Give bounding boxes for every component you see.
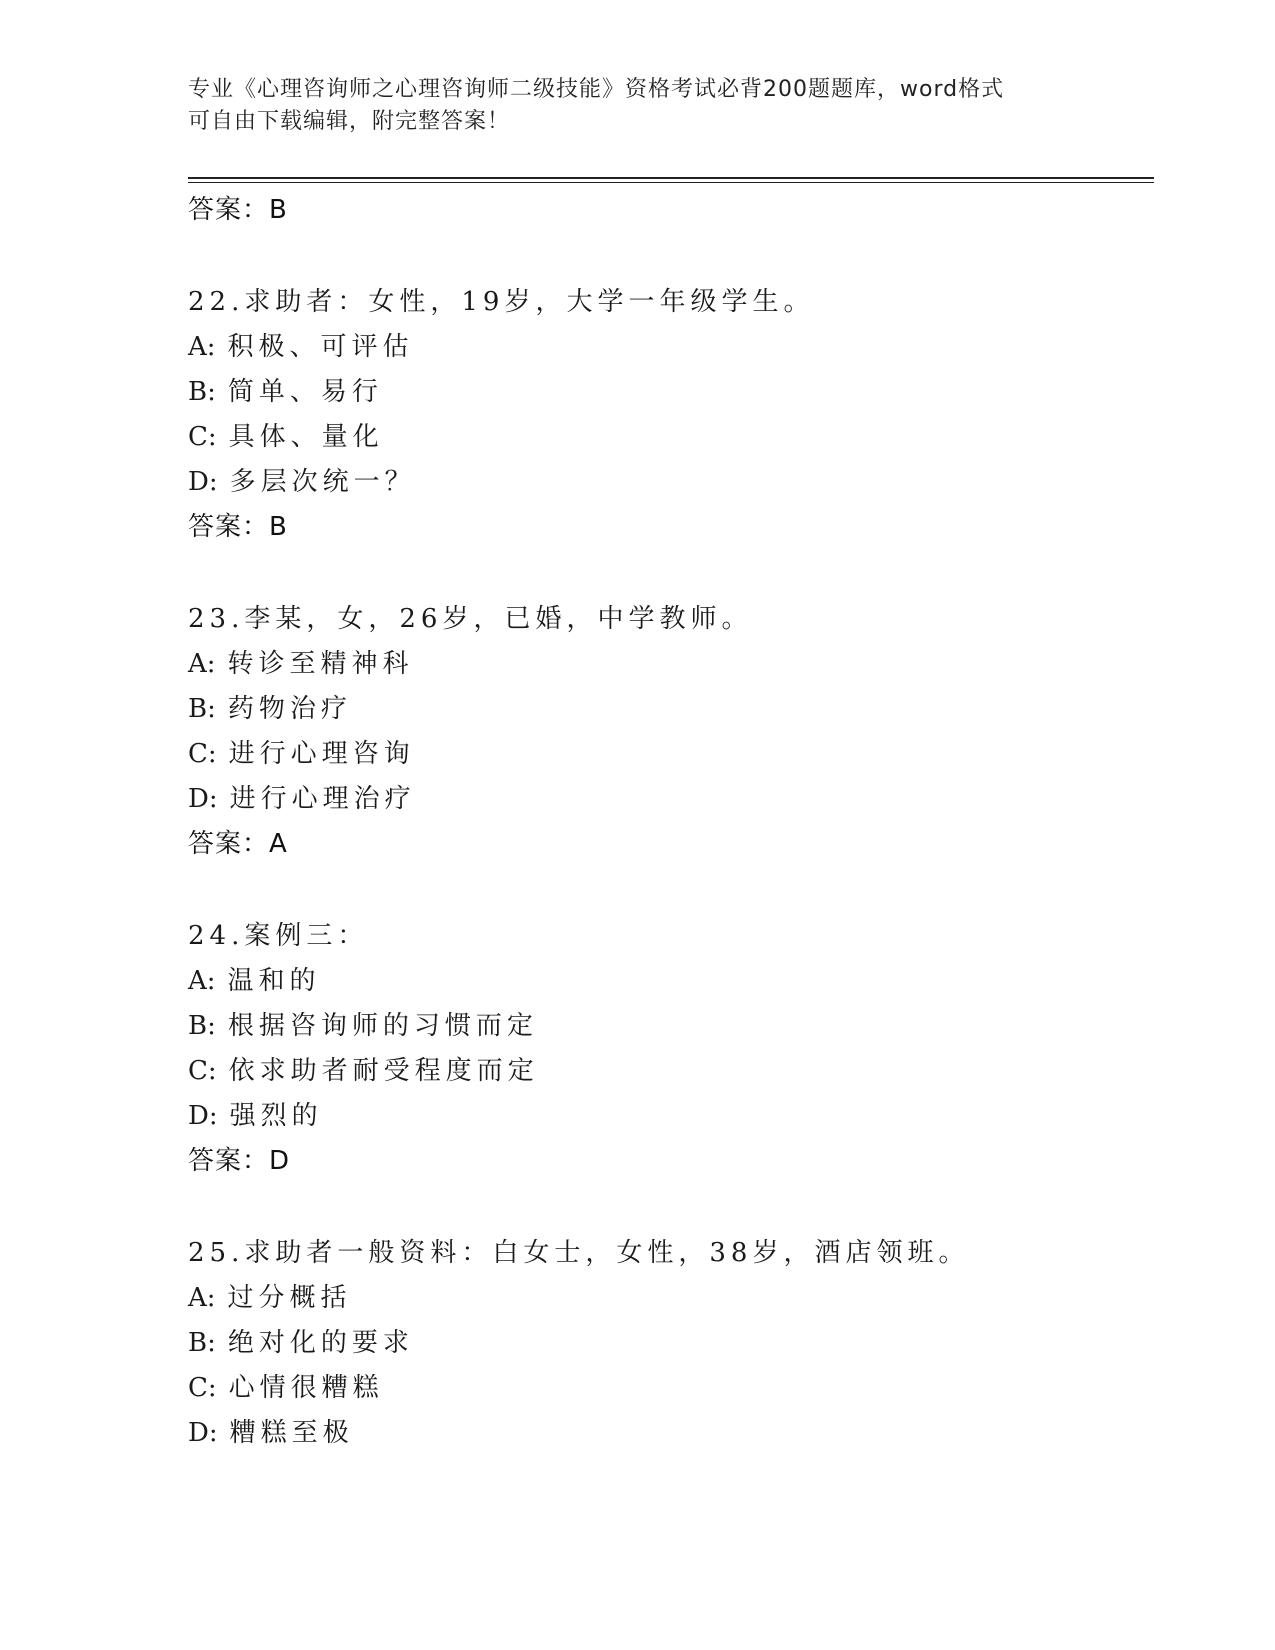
question-stem xyxy=(188,1231,1148,1276)
option-separator: : xyxy=(208,1418,218,1448)
option-separator: : xyxy=(207,694,216,724)
option-letter: B xyxy=(188,694,208,724)
header-line-2: 可自由下载编辑，附完整答案！ xyxy=(188,109,511,134)
page-header xyxy=(188,74,1068,138)
question-number: 24. xyxy=(188,921,245,951)
header-divider-thin xyxy=(188,182,1154,183)
header-divider-thick xyxy=(188,177,1154,179)
option-letter: B xyxy=(188,1011,208,1041)
question-number: 22. xyxy=(188,287,245,317)
question-stem xyxy=(188,280,1148,325)
option-a xyxy=(188,642,1148,687)
answer-line: 答案：A xyxy=(188,829,288,859)
option-text: 温和的 xyxy=(227,966,321,996)
option-c xyxy=(188,415,1148,460)
option-d xyxy=(188,1094,1148,1139)
question-number: 25. xyxy=(188,1238,245,1268)
option-separator: : xyxy=(207,739,217,769)
question-text: 案例三： xyxy=(244,921,369,951)
option-separator: : xyxy=(207,422,217,452)
option-letter: C xyxy=(188,422,208,452)
question-text: 求助者一般资料：白女士，女性，38岁，酒店领班。 xyxy=(244,1238,970,1268)
option-letter: A xyxy=(188,332,207,362)
question-stem xyxy=(188,914,1148,959)
option-letter: D xyxy=(188,1101,209,1131)
option-c xyxy=(188,732,1148,777)
option-text: 根据咨询师的习惯而定 xyxy=(227,1011,538,1041)
option-separator: : xyxy=(207,377,216,407)
option-a xyxy=(188,1276,1148,1321)
option-letter: C xyxy=(188,1373,208,1403)
option-separator: : xyxy=(206,649,216,679)
question-list xyxy=(188,188,1148,1456)
option-separator: : xyxy=(207,1056,217,1086)
option-text: 转诊至精神科 xyxy=(227,649,414,679)
option-text: 进行心理治疗 xyxy=(229,784,416,814)
option-text: 心情很糟糕 xyxy=(228,1373,384,1403)
option-text: 绝对化的要求 xyxy=(227,1328,414,1358)
option-c xyxy=(188,1049,1148,1094)
option-d xyxy=(188,460,1148,505)
option-separator: : xyxy=(208,467,218,497)
option-separator: : xyxy=(207,1328,216,1358)
option-letter: A xyxy=(188,966,207,996)
question-block xyxy=(188,280,1148,550)
option-separator: : xyxy=(206,966,216,996)
option-text: 多层次统一？ xyxy=(229,467,416,497)
option-separator: : xyxy=(206,332,216,362)
option-separator: : xyxy=(208,784,218,814)
option-b xyxy=(188,1004,1148,1049)
option-a xyxy=(188,325,1148,370)
question-block xyxy=(188,1231,1148,1456)
answer-line: 答案：B xyxy=(188,512,288,542)
option-b xyxy=(188,370,1148,415)
header-line-1: 专业《心理咨询师之心理咨询师二级技能》资格考试必背200题题库，word格式 xyxy=(188,77,1005,102)
option-letter: B xyxy=(188,1328,208,1358)
option-letter: D xyxy=(188,784,209,814)
question-stem xyxy=(188,597,1148,642)
option-separator: : xyxy=(208,1101,218,1131)
answer-line: 答案：D xyxy=(188,1146,291,1176)
option-text: 依求助者耐受程度而定 xyxy=(228,1056,539,1086)
option-letter: A xyxy=(188,1283,207,1313)
option-letter: A xyxy=(188,649,207,679)
option-d xyxy=(188,777,1148,822)
option-text: 过分概括 xyxy=(227,1283,352,1313)
question-block xyxy=(188,597,1148,867)
question-block xyxy=(188,914,1148,1184)
option-a xyxy=(188,959,1148,1004)
option-text: 简单、易行 xyxy=(227,377,383,407)
option-letter: C xyxy=(188,1056,208,1086)
option-text: 进行心理咨询 xyxy=(228,739,415,769)
option-letter: D xyxy=(188,467,209,497)
option-d xyxy=(188,1411,1148,1456)
option-separator: : xyxy=(206,1283,216,1313)
question-text: 求助者：女性，19岁，大学一年级学生。 xyxy=(244,287,815,317)
option-text: 具体、量化 xyxy=(228,422,384,452)
option-text: 药物治疗 xyxy=(227,694,352,724)
option-text: 糟糕至极 xyxy=(229,1418,354,1448)
option-separator: : xyxy=(207,1011,216,1041)
option-letter: D xyxy=(188,1418,209,1448)
option-separator: : xyxy=(207,1373,217,1403)
option-text: 积极、可评估 xyxy=(227,332,414,362)
option-c xyxy=(188,1366,1148,1411)
question-text: 李某，女，26岁，已婚，中学教师。 xyxy=(244,604,753,634)
question-number: 23. xyxy=(188,604,245,634)
option-letter: C xyxy=(188,739,208,769)
option-letter: B xyxy=(188,377,208,407)
option-b xyxy=(188,687,1148,732)
option-b xyxy=(188,1321,1148,1366)
answer-line: 答案：B xyxy=(188,195,288,225)
option-text: 强烈的 xyxy=(229,1101,323,1131)
